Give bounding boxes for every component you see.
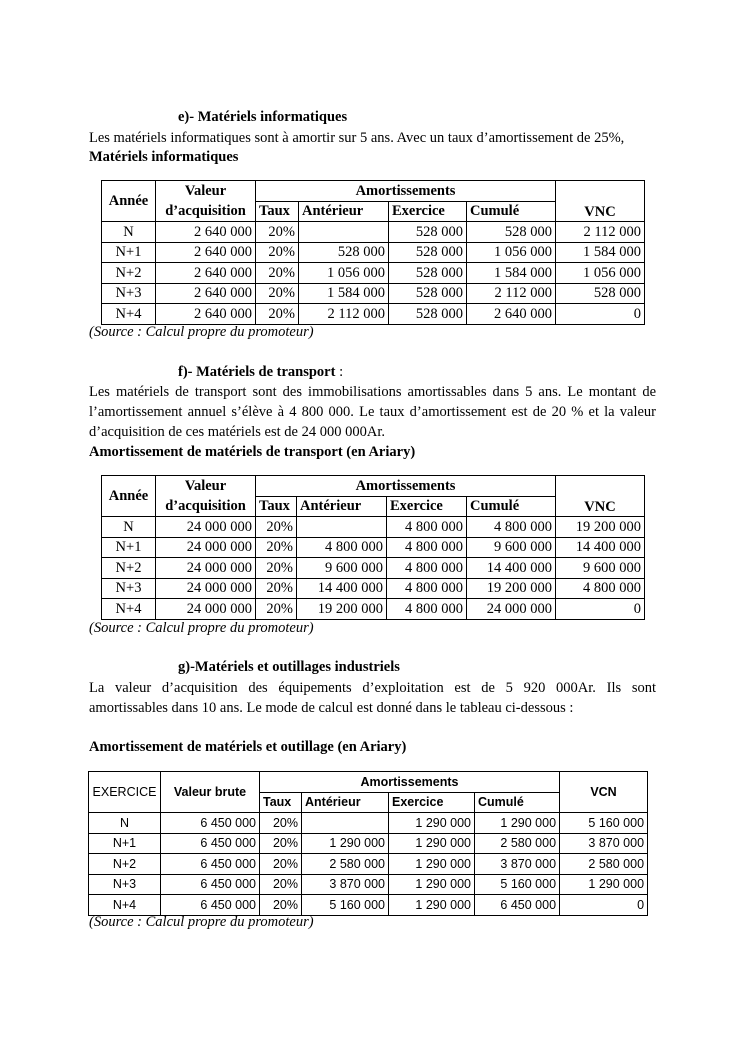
subheader-2: Exercice [387,496,467,517]
header-value-line-2: d’acquisition [156,496,256,517]
table-cell: 528 000 [389,222,467,243]
table-cell: 6 450 000 [475,895,560,916]
header-row [89,772,648,793]
table-cell: 20% [256,304,299,325]
table-cell: N+4 [102,599,156,620]
table-materiels-informatiques [101,180,645,325]
table-cell: 4 800 000 [387,578,467,599]
table-cell: 9 600 000 [297,558,387,579]
table-cell: 20% [256,517,297,538]
table-cell: 2 640 000 [156,222,256,243]
table-cell: N+1 [102,537,156,558]
table-title-f: Amortissement de matériels de transport (en Ariary) [89,444,416,460]
table-cell [299,222,389,243]
table-cell: N+4 [89,895,161,916]
table-cell: 24 000 000 [156,537,256,558]
table-cell: 20% [256,263,299,284]
table-row [89,895,648,916]
table-cell: 528 000 [299,242,389,263]
table-cell: 1 290 000 [389,895,475,916]
table-row [102,537,645,558]
table-cell: 20% [260,833,302,854]
paragraph-f-line-3: d’acquisition de ces matériels est de 24 000 000Ar. [89,424,385,440]
header-row [102,476,645,497]
table-cell: 528 000 [556,283,645,304]
subheader-0: Taux [256,201,299,222]
table-cell: 20% [260,854,302,875]
table-cell: 20% [256,222,299,243]
header-amortissements: Amortissements [260,772,560,793]
subheader-1: Antérieur [302,792,389,813]
table-cell: 528 000 [467,222,556,243]
table-cell: 19 200 000 [467,578,556,599]
header-value: Valeur [156,476,256,497]
table-cell: 9 600 000 [556,558,645,579]
subheader-2: Exercice [389,792,475,813]
table-cell: 1 056 000 [467,242,556,263]
table-cell: 1 056 000 [299,263,389,284]
table-cell: 1 290 000 [389,874,475,895]
header-value: Valeur [156,181,256,202]
table-row [102,578,645,599]
subheader-1: Antérieur [297,496,387,517]
table-cell: 5 160 000 [475,874,560,895]
table-cell: 2 640 000 [156,283,256,304]
table-cell: 2 112 000 [467,283,556,304]
table-cell: 2 112 000 [556,222,645,243]
source-note-e: (Source : Calcul propre du promoteur) [89,324,314,340]
table-cell: 1 290 000 [302,833,389,854]
table-cell: 528 000 [389,242,467,263]
table-row [89,833,648,854]
table-row [102,517,645,538]
subheader-0: Taux [260,792,302,813]
table-cell: N+2 [89,854,161,875]
table-cell: 1 290 000 [475,813,560,834]
table-cell: 3 870 000 [560,833,648,854]
table-cell: 1 584 000 [556,242,645,263]
table-cell [297,517,387,538]
table-cell: 24 000 000 [467,599,556,620]
table-cell: N+1 [89,833,161,854]
table-cell: 4 800 000 [387,537,467,558]
table-cell: 6 450 000 [161,813,260,834]
table-cell: 1 290 000 [389,833,475,854]
section-title-f-text: f)- Matériels de transport [178,364,336,380]
table-cell: 20% [260,874,302,895]
table-cell: N+2 [102,558,156,579]
table-cell: 20% [256,599,297,620]
table-cell: 6 450 000 [161,895,260,916]
table-cell: 528 000 [389,283,467,304]
header-last: VNC [556,181,645,222]
table-cell: 4 800 000 [467,517,556,538]
table-cell: 2 640 000 [467,304,556,325]
table-cell: 20% [256,283,299,304]
table-materiels-outillage [88,771,648,916]
table-cell: 0 [560,895,648,916]
table-row [89,813,648,834]
table-cell: 2 580 000 [560,854,648,875]
table-cell: N [89,813,161,834]
header-last: VCN [560,772,648,813]
header-amortissements: Amortissements [256,476,556,497]
table-cell: 4 800 000 [297,537,387,558]
table-cell: 20% [260,895,302,916]
table-cell: 3 870 000 [302,874,389,895]
table-cell: 24 000 000 [156,578,256,599]
table-row [102,263,645,284]
table-cell: 528 000 [389,304,467,325]
section-title-f [178,363,343,381]
header-last: VNC [556,476,645,517]
table-cell: N+1 [102,242,156,263]
table-row [102,599,645,620]
table-title-g: Amortissement de matériels et outillage (en Ariary) [89,739,407,755]
subheader-2: Exercice [389,201,467,222]
table-title-e: Matériels informatiques [89,149,239,165]
table-cell: 2 112 000 [299,304,389,325]
table-cell: 4 800 000 [387,558,467,579]
table-cell: N+3 [102,283,156,304]
table-cell: 9 600 000 [467,537,556,558]
subheader-0: Taux [256,496,297,517]
table-cell: 1 290 000 [560,874,648,895]
table-cell: 2 640 000 [156,304,256,325]
table-cell: 2 580 000 [302,854,389,875]
table-cell: 14 400 000 [297,578,387,599]
table-cell: N [102,222,156,243]
table-cell: 1 056 000 [556,263,645,284]
table-cell: N+3 [89,874,161,895]
header-amortissements: Amortissements [256,181,556,202]
table-cell: 24 000 000 [156,517,256,538]
paragraph-f-line-2: l’amortissement annuel s’élève à 4 800 000. Le taux d’amortissement est de 20 % et la valeur [89,404,656,420]
subheader-3: Cumulé [467,496,556,517]
table-cell: N+2 [102,263,156,284]
table-cell: 4 800 000 [387,517,467,538]
table-row [102,242,645,263]
subheader-3: Cumulé [475,792,560,813]
table-cell: 4 800 000 [556,578,645,599]
header-value: Valeur brute [161,772,260,813]
table-cell: 1 290 000 [389,854,475,875]
source-note-f: (Source : Calcul propre du promoteur) [89,620,314,636]
header-row [102,181,645,202]
table-cell: 5 160 000 [302,895,389,916]
table-cell: 0 [556,599,645,620]
table-cell: 2 640 000 [156,263,256,284]
table-cell: 19 200 000 [556,517,645,538]
header-value-line-2: d’acquisition [156,201,256,222]
table-row [89,874,648,895]
table-cell: 6 450 000 [161,854,260,875]
table-cell: 20% [256,242,299,263]
table-cell: 6 450 000 [161,833,260,854]
table-cell: 2 640 000 [156,242,256,263]
header-first: Année [102,181,156,222]
paragraph-f-line-1: Les matériels de transport sont des immobilisations amortissables dans 5 ans. Le montant de [89,384,656,400]
subheader-3: Cumulé [467,201,556,222]
table-row [102,283,645,304]
paragraph-g-line-1: La valeur d’acquisition des équipements d’exploitation est de 5 920 000Ar. Ils sont [89,680,656,696]
table-cell: 20% [256,558,297,579]
section-title-g: g)-Matériels et outillages industriels [178,659,400,675]
paragraph-g-line-2: amortissables dans 10 ans. Le mode de calcul est donné dans le tableau ci-dessous : [89,700,574,716]
table-cell: 20% [256,578,297,599]
table-cell [302,813,389,834]
table-cell: 14 400 000 [467,558,556,579]
header-first: Année [102,476,156,517]
table-cell: 19 200 000 [297,599,387,620]
table-cell: N+3 [102,578,156,599]
table-cell: N+4 [102,304,156,325]
table-cell: 528 000 [389,263,467,284]
subheader-1: Antérieur [299,201,389,222]
table-cell: 20% [260,813,302,834]
table-materiels-transport [101,475,645,620]
paragraph-e: Les matériels informatiques sont à amortir sur 5 ans. Avec un taux d’amortissement de 25%, [89,130,625,146]
table-cell: 6 450 000 [161,874,260,895]
table-cell: 24 000 000 [156,558,256,579]
source-note-g: (Source : Calcul propre du promoteur) [89,914,314,930]
table-cell: 14 400 000 [556,537,645,558]
table-cell: 1 584 000 [467,263,556,284]
table-cell: 1 584 000 [299,283,389,304]
table-row [102,558,645,579]
table-cell: 20% [256,537,297,558]
table-row [102,222,645,243]
table-cell: 0 [556,304,645,325]
table-cell: 2 580 000 [475,833,560,854]
section-title-f-suffix: : [335,364,344,380]
table-row [102,304,645,325]
table-cell: N [102,517,156,538]
table-row [89,854,648,875]
table-cell: 4 800 000 [387,599,467,620]
header-first: EXERCICE [89,772,161,813]
table-cell: 1 290 000 [389,813,475,834]
table-cell: 24 000 000 [156,599,256,620]
table-cell: 5 160 000 [560,813,648,834]
table-cell: 3 870 000 [475,854,560,875]
section-title-e: e)- Matériels informatiques [178,109,348,125]
